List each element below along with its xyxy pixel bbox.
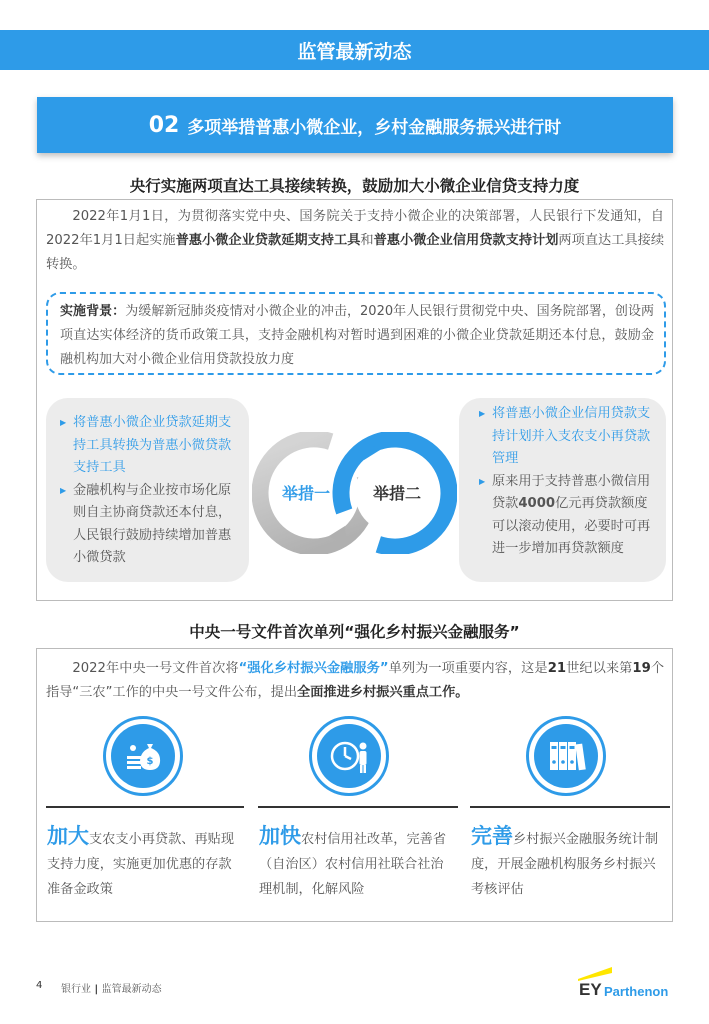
background-callout bbox=[46, 292, 666, 375]
section-banner bbox=[37, 97, 673, 153]
binders-icon bbox=[526, 716, 606, 796]
measure1-label: 举措一 bbox=[282, 484, 331, 503]
background-label: 实施背景： bbox=[60, 304, 126, 319]
column-text-1: 加大支农支小再贷款、再贴现支持力度，实施更加优惠的存款准备金政策 bbox=[47, 824, 235, 897]
column-text-3: 完善乡村振兴金融服务统计制度，开展金融机构服务乡村振兴考核评估 bbox=[471, 824, 659, 897]
measure2-label: 举措二 bbox=[373, 484, 422, 503]
footer-breadcrumb: 银行业 | 监管最新动态 bbox=[61, 984, 162, 995]
measure1-item: ▶ 将普惠小微企业贷款延期支持工具转换为普惠小微贷款支持工具 bbox=[60, 412, 239, 480]
section-title: 多项举措普惠小微企业，乡村金融服务振兴进行时 bbox=[187, 117, 562, 138]
parthenon-logo-text: Parthenon bbox=[604, 984, 669, 999]
ey-logo-beam-icon bbox=[578, 965, 612, 981]
column-divider bbox=[46, 806, 244, 808]
ey-logo-text: EY bbox=[579, 980, 602, 999]
block1-paragraph: 2022年1月1日，为贯彻落实党中央、国务院关于支持小微企业的决策部署，人民银行下发通知，自2022年1月1日起实施普惠小微企业贷款延期支持工具和普惠小微企业信用贷款支持计划两项直达工具接续转换。 bbox=[46, 209, 665, 272]
block2-heading: 中央一号文件首次单列“强化乡村振兴金融服务” bbox=[189, 623, 520, 641]
block1-heading: 央行实施两项直达工具接续转换，鼓励加大小微企业信贷支持力度 bbox=[129, 177, 580, 195]
clock-person-icon bbox=[309, 716, 389, 796]
measure2-item: ▶ 原来用于支持普惠小微信用贷款4000亿元再贷款额度可以滚动使用，必要时可再进一步增加再贷款额度 bbox=[479, 471, 658, 561]
section-number: 02 bbox=[148, 112, 180, 138]
column-divider bbox=[258, 806, 458, 808]
page-header-bar bbox=[0, 30, 709, 70]
money-bag-coins-icon bbox=[103, 716, 183, 796]
column-text-2: 加快农村信用社改革，完善省（自治区）农村信用社联合社治理机制，化解风险 bbox=[259, 824, 447, 897]
measure1-item: ▶ 金融机构与企业按市场化原则自主协商贷款还本付息，人民银行鼓励持续增加普惠小微贷款 bbox=[60, 480, 239, 570]
measure2-panel bbox=[459, 398, 666, 582]
block2-paragraph: 2022年中央一号文件首次将“强化乡村振兴金融服务”单列为一项重要内容，这是21世纪以来第19个指导“三农”工作的中央一号文件公布，提出全面推进乡村振兴重点工作。 bbox=[46, 661, 665, 700]
page-number: 4 bbox=[36, 980, 43, 991]
measure2-item: ▶ 将普惠小微企业信用贷款支持计划并入支农支小再贷款管理 bbox=[479, 403, 658, 471]
column-divider bbox=[470, 806, 670, 808]
measure1-panel bbox=[46, 398, 249, 582]
page-header-title: 监管最新动态 bbox=[297, 40, 412, 63]
background-text: 为缓解新冠肺炎疫情对小微企业的冲击，2020年人民银行贯彻党中央、国务院部署，创设两项直达实体经济的货币政策工具，支持金融机构对暂时遇到困难的小微企业贷款延期还本付息，鼓励金融机构加大对小微企业信用贷款投放力度 bbox=[60, 304, 654, 367]
svg-text:$: $ bbox=[146, 756, 154, 767]
